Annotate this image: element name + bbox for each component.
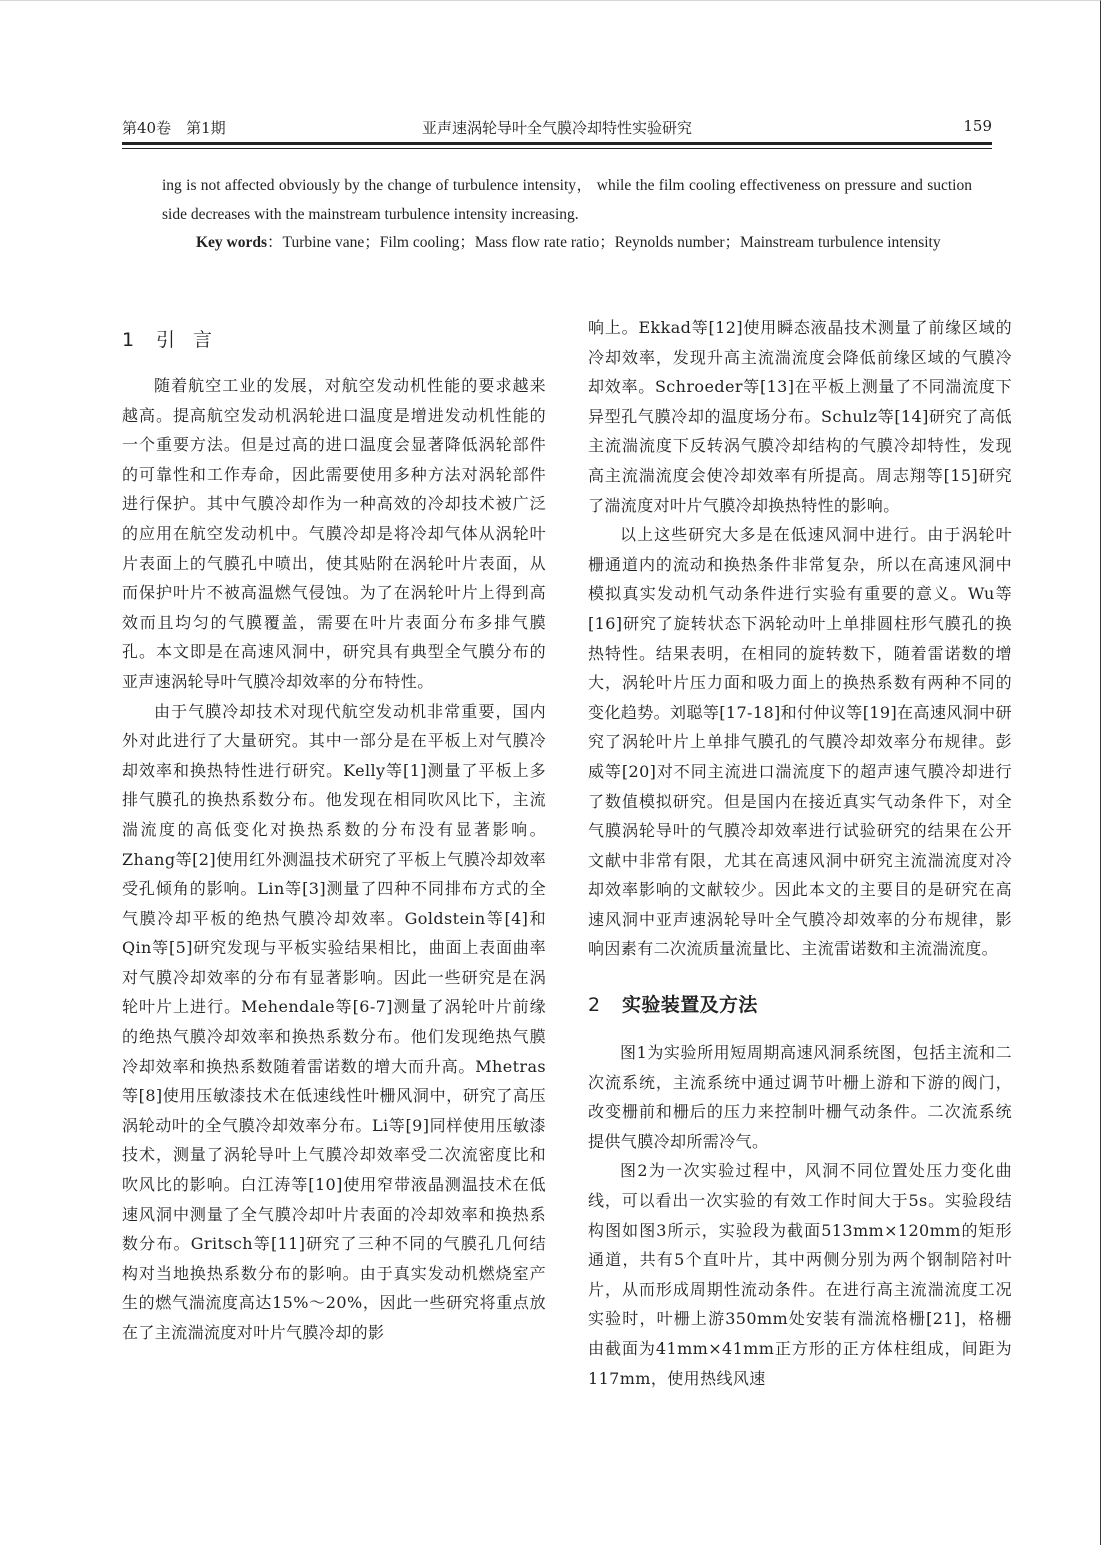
header-rule-thick [122, 142, 992, 145]
running-title: 亚声速涡轮导叶全气膜冷却特性实验研究 [421, 119, 692, 137]
page-number: 159 [963, 117, 992, 135]
method-paragraph-1: 图1为实验所用短周期高速风洞系统图，包括主流和二次流系统，主流系统中通过调节叶栅上游和下游的阀门，改变栅前和栅后的压力来控制叶栅气动条件。二次流系统提供气膜冷却所需冷气。 [588, 1043, 1012, 1151]
journal-volume-issue: 第40卷 第1期 [122, 119, 226, 137]
method-paragraph-2: 图2为一次实验过程中，风洞不同位置处压力变化曲线，可以看出一次实验的有效工作时间大于5s。实验段结构图如图3所示，实验段为截面513mm×120mm的矩形通道，共有5个直叶片，其中两侧分别为两个钢制陪衬叶片，从而形成周期性流动条件。在进行高主流湍流度工况实验时，叶栅上游350mm处安装有湍流格栅[21]，格栅由截面为41mm×41mm正方形的正方体柱组成，间距为117mm，使用热线风速 [588, 1161, 1012, 1388]
keywords-label: Key words [196, 234, 268, 251]
intro-paragraph-3: 以上这些研究大多是在低速风洞中进行。由于涡轮叶栅通道内的流动和换热条件非常复杂，所以在高速风洞中模拟真实发动机气动条件进行实验有重要的意义。Wu等[16]研究了旋转状态下涡轮动叶上单排圆柱形气膜孔的换热特性。结果表明，在相同的旋转数下，随着雷诺数的增大，涡轮叶片压力面和吸力面上的换热系数有两种不同的变化趋势。刘聪等[17-18]和付仲议等[19]在高速风洞中研究了涡轮叶片上单排气膜孔的气膜冷却效率分布规律。彭威等[20]对不同主流进口湍流度下的超声速气膜冷却进行了数值模拟研究。但是国内在接近真实气动条件下，对全气膜涡轮导叶的气膜冷却效率进行试验研究的结果在公开文献中非常有限，尤其在高速风洞中研究主流湍流度对冷却效率影响的文献较少。因此本文的主要目的是研究在高速风洞中亚声速涡轮导叶全气膜冷却效率的分布规律，影响因素有二次流质量流量比、主流雷诺数和主流湍流度。 [588, 525, 1012, 959]
left-column [122, 313, 546, 1348]
section-1-number: 1 [122, 329, 135, 351]
section-2-heading [588, 978, 1012, 1032]
keywords-text: ：Turbine vane；Film cooling；Mass flow rate ratio；Reynolds number；Mainstream turbulence intensity [267, 234, 941, 251]
right-column [588, 313, 1012, 1393]
section-2-number: 2 [588, 994, 601, 1017]
intro-paragraph-1: 随着航空工业的发展，对航空发动机性能的要求越来越高。提高航空发动机涡轮进口温度是增进发动机性能的一个重要方法。但是过高的进口温度会显著降低涡轮部件的可靠性和工作寿命，因此需要使用多种方法对涡轮部件进行保护。其中气膜冷却作为一种高效的冷却技术被广泛的应用在航空发动机中。气膜冷却是将冷却气体从涡轮叶片表面上的气膜孔中喷出，使其贴附在涡轮叶片表面，从而保护叶片不被高温燃气侵蚀。为了在涡轮叶片上得到高效而且均匀的气膜覆盖，需要在叶片表面分布多排气膜孔。本文即是在高速风洞中，研究具有典型全气膜分布的亚声速涡轮导叶气膜冷却效率的分布特性。 [122, 376, 546, 691]
abstract-continuation: ing is not affected obviously by the change of turbulence intensity， while the film cooling effectiveness on pressure and suction side decreases with the mainstream turbulence intensity increasing. [162, 177, 972, 223]
section-2-title: 实验装置及方法 [622, 994, 758, 1017]
intro-paragraph-2: 由于气膜冷却技术对现代航空发动机非常重要，国内外对此进行了大量研究。其中一部分是在平板上对气膜冷却效率和换热特性进行研究。Kelly等[1]测量了平板上多排气膜孔的换热系数分布。他发现在相同吹风比下，主流湍流度的高低变化对换热系数的分布没有显著影响。Zhang等[2]使用红外测温技术研究了平板上气膜冷却效率受孔倾角的影响。Lin等[3]测量了四种不同排布方式的全气膜冷却平板的绝热气膜冷却效率。Goldstein等[4]和Qin等[5]研究发现与平板实验结果相比，曲面上表面曲率对气膜冷却效率的分布有显著影响。因此一些研究是在涡轮叶片上进行。Mehendale等[6-7]测量了涡轮叶片前缘的绝热气膜冷却效率和换热系数分布。他们发现绝热气膜冷却效率和换热系数随着雷诺数的增大而升高。Mhetras等[8]使用压敏漆技术在低速线性叶栅风洞中，研究了高压涡轮动叶的全气膜冷却效率分布。Li等[9]同样使用压敏漆技术，测量了涡轮导叶上气膜冷却效率受二次流密度比和吹风比的影响。白江涛等[10]使用窄带液晶测温技术在低速风洞中测量了全气膜冷却叶片表面的冷却效率和换热系数分布。Gritsch等[11]研究了三种不同的气膜孔几何结构对当地换热系数分布的影响。由于真实发动机燃烧室产生的燃气湍流度高达15%～20%，因此一些研究将重点放在了主流湍流度对叶片气膜冷却的影 [122, 701, 546, 1342]
keywords-paragraph [162, 229, 972, 258]
running-header [122, 117, 992, 139]
abstract-block [162, 172, 972, 258]
header-rule-thin [122, 148, 992, 149]
section-1-title: 引言 [156, 329, 231, 351]
intro-paragraph-2-continuation: 响上。Ekkad等[12]使用瞬态液晶技术测量了前缘区域的冷却效率，发现升高主流湍流度会降低前缘区域的气膜冷却效率。Schroeder等[13]在平板上测量了不同湍流度下异型孔气膜冷却的温度场分布。Schulz等[14]研究了高低主流湍流度下反转涡气膜冷却结构的气膜冷却特性，发现高主流湍流度会使冷却效率有所提高。周志翔等[15]研究了湍流度对叶片气膜冷却换热特性的影响。 [588, 318, 1012, 515]
section-1-heading [122, 313, 546, 367]
